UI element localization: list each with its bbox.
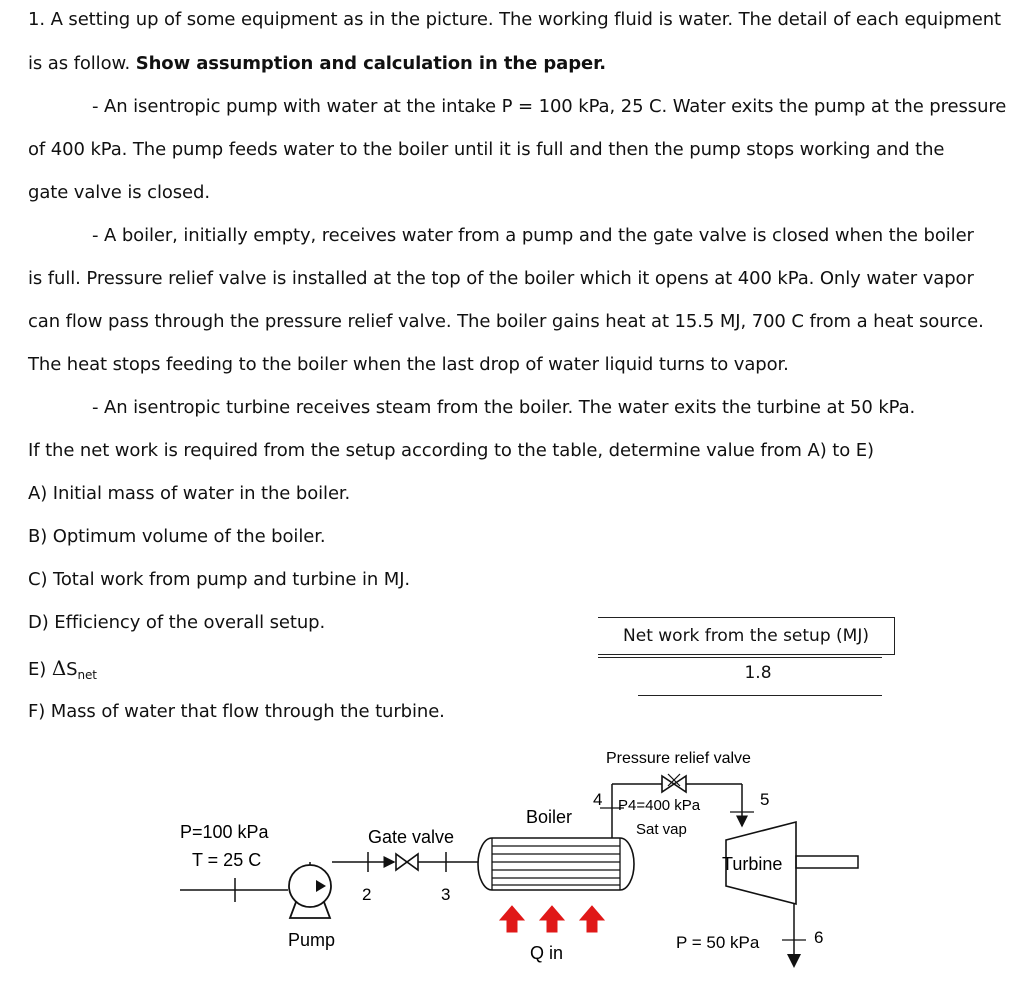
- p6-label: P = 50 kPa: [676, 933, 760, 952]
- gate-valve-symbol: [396, 852, 478, 872]
- turbine-desc-line-1: - An isentropic turbine receives steam from the boiler. The water exits the turbine at 50 kPa.: [92, 397, 916, 418]
- relief-valve-label: Pressure relief valve: [606, 750, 751, 767]
- problem-line-1: 1. A setting up of some equipment as in the picture. The working fluid is water. The detail of each equipment: [28, 9, 1001, 30]
- boiler-desc-line-1: - A boiler, initially empty, receives water from a pump and the gate valve is closed when the boiler: [92, 225, 974, 246]
- intake-temperature-label: T = 25 C: [192, 850, 262, 870]
- p4-label: P4=400 kPa: [618, 797, 701, 814]
- question-e-prefix: E): [28, 659, 52, 680]
- qin-label: Q in: [530, 943, 564, 963]
- state-2-label: 2: [362, 885, 372, 904]
- delta-symbol: Δ: [51, 656, 67, 680]
- boiler-symbol: [478, 838, 634, 890]
- table-value: 1.8: [744, 663, 772, 683]
- question-f: F) Mass of water that flow through the turbine.: [28, 701, 445, 722]
- pump-desc-line-2: of 400 kPa. The pump feeds water to the boiler until it is full and then the pump stops working and the: [28, 139, 945, 160]
- pump-symbol: [289, 865, 331, 918]
- question-intro: If the net work is required from the setup according to the table, determine value from A) to E): [28, 440, 874, 461]
- pump-desc-line-3: gate valve is closed.: [28, 182, 210, 203]
- problem-line-2-text: is as follow.: [28, 53, 136, 74]
- pump-desc-line-1: - An isentropic pump with water at the intake P = 100 kPa, 25 C. Water exits the pump at the pressure: [92, 96, 1007, 117]
- pressure-relief-valve-symbol: [662, 774, 686, 792]
- boiler-desc-line-2: is full. Pressure relief valve is installed at the top of the boiler which it opens at 400 kPa. Only water vapor: [28, 268, 974, 289]
- turbine-label: Turbine: [722, 854, 783, 874]
- boiler-label: Boiler: [526, 807, 573, 827]
- instruction-bold: Show assumption and calculation in the paper.: [135, 53, 607, 74]
- state-4-label: 4: [593, 790, 603, 809]
- boiler-desc-line-3: can flow pass through the pressure relief valve. The boiler gains heat at 15.5 MJ, 700 C from a heat source.: [28, 311, 984, 332]
- question-d: D) Efficiency of the overall setup.: [28, 612, 326, 633]
- question-c: C) Total work from pump and turbine in MJ.: [28, 569, 411, 590]
- state-3-label: 3: [441, 885, 451, 904]
- heat-input-arrows: [500, 906, 604, 932]
- gate-valve-label: Gate valve: [368, 827, 455, 847]
- entropy-symbol: S: [66, 659, 78, 680]
- question-b: B) Optimum volume of the boiler.: [28, 526, 326, 547]
- state-5-label: 5: [760, 790, 770, 809]
- pump-label: Pump: [288, 930, 336, 950]
- boiler-desc-line-4: The heat stops feeding to the boiler when the last drop of water liquid turns to vapor.: [28, 354, 789, 375]
- outlet-arrow: [787, 954, 801, 968]
- sat-vap-label: Sat vap: [636, 821, 687, 838]
- state-6-label: 6: [814, 928, 824, 947]
- intake-pressure-label: P=100 kPa: [180, 822, 269, 842]
- entropy-subscript: net: [77, 668, 97, 682]
- table-header: Net work from the setup (MJ): [598, 617, 895, 655]
- question-a: A) Initial mass of water in the boiler.: [28, 483, 351, 504]
